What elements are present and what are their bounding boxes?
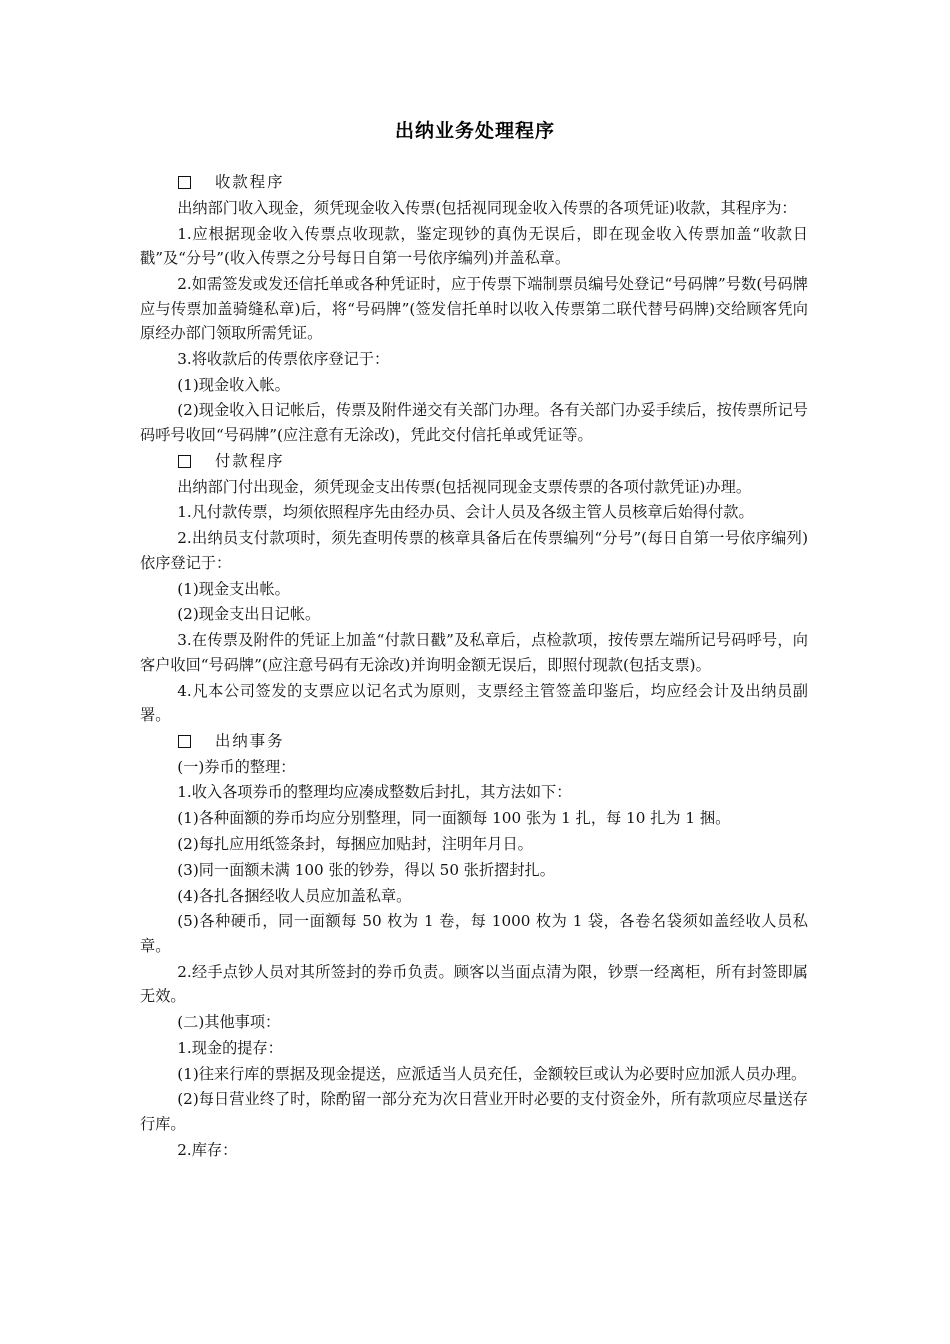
document-body — [140, 170, 808, 1164]
paragraph: (1)现金支出帐。 — [177, 579, 290, 598]
paragraph: (2)每日营业终了时，除酌留一部分充为次日营业开时必要的支付资金外，所有款项应尽量送存行库。 — [140, 1090, 808, 1134]
section-heading — [140, 449, 808, 474]
section-heading — [140, 170, 808, 195]
paragraph: (2)每扎应用纸签条封，每捆应加贴封，注明年月日。 — [177, 835, 533, 853]
paragraph: (2)现金支出日记帐。 — [177, 605, 321, 624]
checkbox-square-icon — [178, 735, 191, 748]
paragraph: (二)其他事项： — [177, 1013, 281, 1032]
paragraph: 1.收入各项券币的整理均应凑成整数后封扎，其方法如下： — [177, 783, 572, 802]
paragraph: 1.应根据现金收入传票点收现款，鉴定现钞的真伪无误后，即在现金收入传票加盖“收款日戳”及“分号”(收入传票之分号每日自第一号依序编列)并盖私章。 — [140, 224, 808, 268]
checkbox-square-icon — [178, 455, 191, 468]
paragraph: (1)现金收入帐。 — [177, 375, 290, 394]
paragraph: 2.经手点钞人员对其所签封的券币负责。顾客以当面点清为限，钞票一经离柜，所有封签即属无效。 — [140, 962, 808, 1006]
section-heading-text: 出纳事务 — [215, 731, 285, 750]
document-title: 出纳业务处理程序 — [394, 120, 555, 142]
section-heading-text: 付款程序 — [215, 451, 285, 470]
paragraph: 3.将收款后的传票依序登记于： — [177, 349, 390, 368]
section-heading-text: 收款程序 — [215, 173, 285, 191]
paragraph: 3.在传票及附件的凭证上加盖“付款日戳”及私章后，点检款项，按传票左端所记号码呼号，向客户收回“号码牌”(应注意号码有无涂改)并询明金额无误后，即照付现款(包括支票)。 — [140, 631, 808, 674]
paragraph: 1.凡付款传票，均须依照程序先由经办员、会计人员及各级主管人员核章后始得付款。 — [177, 503, 754, 522]
paragraph: (一)券币的整理： — [177, 757, 296, 776]
paragraph: 2.如需签发或发还信托单或各种凭证时，应于传票下端制票员编号处登记“号码牌”号数(号码牌应与传票加盖骑缝私章)后，将“号码牌”(签发信托单时以收入传票第二联代替号码牌)交给顾客凭向原经办部门领取所需凭证。 — [140, 274, 808, 343]
checkbox-square-icon — [178, 176, 191, 189]
paragraph: (2)现金收入日记帐后，传票及附件递交有关部门办理。各有关部门办妥手续后，按传票所记号码呼号收回“号码牌”(应注意有无涂改)，凭此交付信托单或凭证等。 — [140, 401, 808, 445]
paragraph: 1.现金的提存： — [177, 1038, 283, 1057]
section-heading — [140, 729, 808, 754]
paragraph: (3)同一面额未满 100 张的钞券，得以 50 张折摺封扎。 — [177, 860, 555, 879]
paragraph: 出纳部门付出现金，须凭现金支出传票(包括视同现金支票传票的各项付款凭证)办理。 — [177, 477, 752, 496]
paragraph: (1)各种面额的券币均应分别整理，同一面额每 100 张为 1 扎，每 10 扎为 1 捆。 — [177, 809, 731, 828]
paragraph: 4.凡本公司签发的支票应以记名式为原则，支票经主管签盖印鉴后，均应经会计及出纳员副署。 — [140, 681, 808, 725]
paragraph: 2.库存： — [177, 1140, 238, 1159]
paragraph: (5)各种硬币，同一面额每 50 枚为 1 卷，每 1000 枚为 1 袋，各卷名袋须如盖经收人员私章。 — [140, 912, 808, 955]
paragraph: (4)各扎各捆经收人员应加盖私章。 — [177, 886, 412, 905]
paragraph: (1)往来行库的票据及现金提送，应派适当人员充任，金额较巨或认为必要时应加派人员办理。 — [177, 1064, 807, 1083]
paragraph: 出纳部门收入现金，须凭现金收入传票(包括视同现金收入传票的各项凭证)收款，其程序为： — [177, 198, 797, 217]
paragraph: 2.出纳员支付款项时，须先查明传票的核章具备后在传票编列“分号”(每日自第一号依序编列)依序登记于： — [140, 529, 808, 572]
